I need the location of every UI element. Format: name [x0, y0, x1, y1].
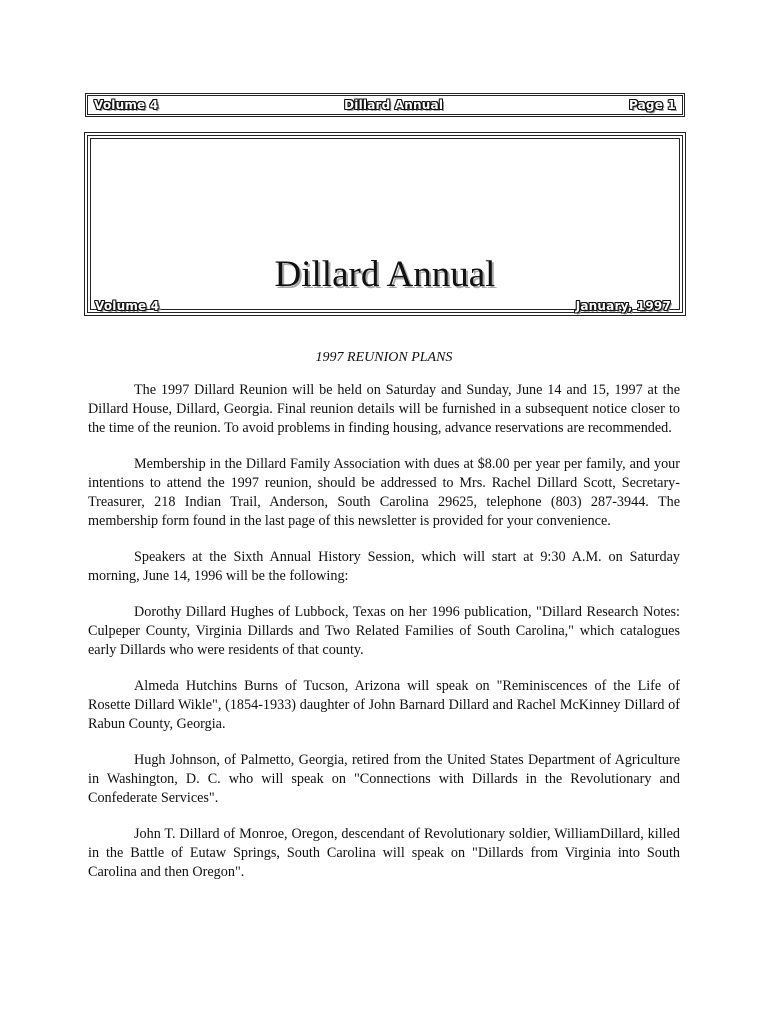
header-volume: Volume 4: [94, 98, 159, 112]
paragraph-speaker-hughes: Dorothy Dillard Hughes of Lubbock, Texas on her 1996 publication, "Dillard Research Notes: Culpeper County, Virginia Dillards and Two Related Families of South Carolina," which catalogues early Dillards who were residents of that county.: [88, 604, 680, 658]
masthead-frame: [90, 138, 680, 313]
masthead-volume: Volume 4: [95, 299, 160, 313]
masthead-date: January, 1997: [575, 299, 671, 313]
paragraph-speaker-dillard: John T. Dillard of Monroe, Oregon, descendant of Revolutionary soldier, WilliamDillard, killed in the Battle of Eutaw Springs, South Carolina will speak on "Dillards from Virginia into South Carolina and then Oregon".: [88, 826, 680, 880]
paragraph-reunion-date: The 1997 Dillard Reunion will be held on Saturday and Sunday, June 14 and 15, 1997 at the Dillard House, Dillard, Georgia. Final reunion details will be furnished in a subsequent notice closer to the time of the reunion. To avoid problems in finding housing, advance reservations are recommended.: [88, 382, 680, 436]
paragraph-speaker-johnson: Hugh Johnson, of Palmetto, Georgia, retired from the United States Department of Agriculture in Washington, D. C. who will speak on "Connections with Dillards in the Revolutionary and Confederate Services".: [88, 752, 680, 806]
paragraph-speakers-intro: Speakers at the Sixth Annual History Session, which will start at 9:30 A.M. on Saturday morning, June 14, 1996 will be the following:: [88, 549, 680, 584]
article: [88, 348, 680, 899]
running-header: [85, 93, 685, 117]
header-page-number: Page 1: [628, 98, 676, 112]
section-title: 1997 REUNION PLANS: [315, 350, 453, 365]
paragraph-speaker-burns: Almeda Hutchins Burns of Tucson, Arizona will speak on "Reminiscences of the Life of Rosette Dillard Wikle", (1854-1933) daughter of John Barnard Dillard and Rachel McKinney Dillard of Rabun County, Georgia.: [88, 678, 680, 732]
masthead-title: Dillard Annual: [274, 254, 496, 295]
paragraph-membership: Membership in the Dillard Family Association with dues at $8.00 per year per family, and your intentions to attend the 1997 reunion, should be addressed to Mrs. Rachel Dillard Scott, Secretary-Treasurer, 218 Indian Trail, Anderson, South Carolina 29625, telephone (803) 287-3944. The membership form found in the last page of this newsletter is provided for your convenience.: [88, 456, 680, 529]
header-publication-name: Dillard Annual: [344, 98, 444, 112]
masthead: [84, 132, 686, 316]
